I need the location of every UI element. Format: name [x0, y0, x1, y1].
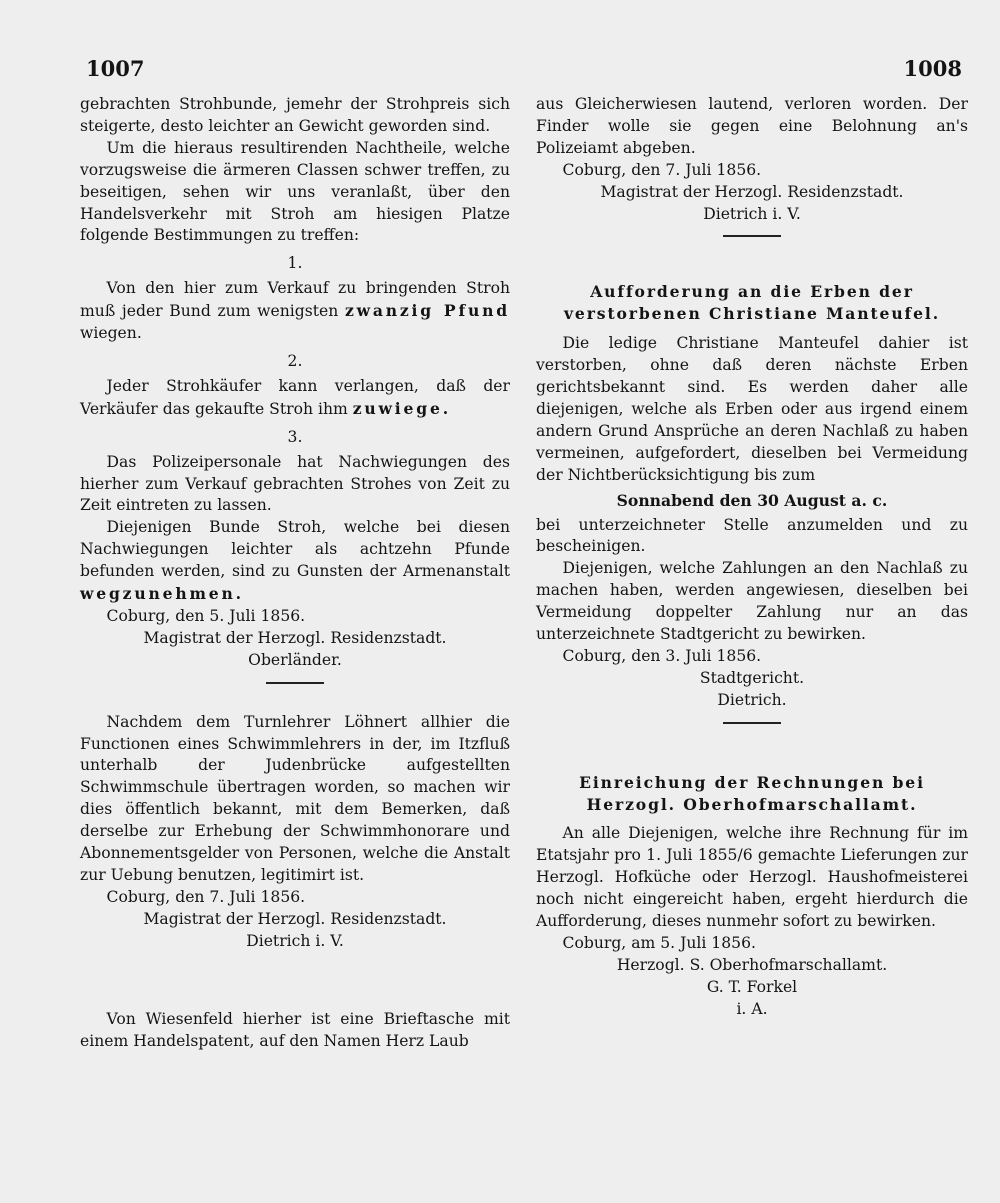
notice-2-authority: Magistrat der Herzogl. Residenzstadt. — [143, 909, 447, 928]
spacer — [536, 736, 968, 770]
section-1-text-b: wiegen. — [80, 324, 142, 343]
section-3b-text-a: Diejenigen Bunde Stroh, welche bei diesen Nachwiegungen leichter als achtzehn Pfunde befunden werden, sind zu Gunsten der Armenanstalt — [80, 518, 510, 581]
heirs-date: Coburg, den 3. Juli 1856. — [562, 646, 762, 665]
accounts-authority: Herzogl. S. Oberhofmarschallamt. — [616, 955, 888, 974]
section-2-text-a: Jeder Strohkäufer kann verlangen, daß der Verkäufer das gekaufte Stroh ihm — [80, 376, 510, 418]
heirs-signer: Dietrich. — [717, 690, 787, 709]
section-1-emphasis: zwanzig Pfund — [344, 301, 510, 321]
section-1-text-a: Von den hier zum Verkauf zu bringenden Stroh muß jeder Bund zum wenigsten — [80, 279, 510, 321]
deadline: Sonnabend den 30 August a. c. — [616, 490, 888, 510]
section-1-text — [80, 278, 510, 345]
page-number-right: 1008 — [903, 56, 962, 81]
notice-3-signer: Dietrich i. V. — [703, 204, 801, 223]
left-column — [80, 94, 510, 1052]
notice-2-signer: Dietrich i. V. — [246, 931, 344, 950]
intro-paragraph-1: gebrachten Strohbunde, jemehr der Strohpreis sich steigerte, desto leichter an Gewicht geworden sind. — [80, 95, 510, 135]
heading-accounts-notice: Einreichung der Rechnungen bei Herzogl. Oberhofmarschallamt. — [579, 772, 925, 814]
section-2-text — [80, 376, 510, 421]
accounts-text: An alle Diejenigen, welche ihre Rechnung für im Etatsjahr pro 1. Juli 1855/6 gemachte Lieferungen zur Herzogl. Hofküche oder Herzogl. Haushofmeisterei noch nicht eingereicht haben, ergeht hierdurch die Aufforderung, dieses nunmehr sofort zu bewirken. — [536, 824, 968, 931]
notice-1-date: Coburg, den 5. Juli 1856. — [106, 606, 306, 625]
page-number-left: 1007 — [86, 56, 145, 81]
notice-1-signer: Oberländer. — [248, 650, 342, 669]
notice-3-continuation: aus Gleicherwiesen lautend, verloren worden. Der Finder wolle sie gegen eine Belohnung an's Polizeiamt abgeben. — [536, 95, 968, 157]
accounts-signer-2: i. A. — [736, 999, 768, 1018]
section-divider — [266, 682, 324, 684]
section-3b-emphasis: wegzunehmen. — [80, 584, 244, 604]
intro-paragraph-2: Um die hieraus resultirenden Nachtheile, welche vorzugsweise die ärmeren Classen schwer treffen, zu beseitigen, sehen wir uns veranlaßt, über den Handelsverkehr mit Stroh am hiesigen Platze folgende Bestimmungen zu treffen: — [80, 138, 510, 245]
section-divider — [723, 722, 781, 724]
heirs-authority: Stadtgericht. — [699, 668, 805, 687]
spacer — [80, 953, 510, 1009]
section-3-number: 3. — [287, 427, 303, 446]
section-divider — [723, 235, 781, 237]
notice-3-text: Von Wiesenfeld hierher ist eine Brieftasche mit einem Handelspatent, auf den Namen Herz Laub — [80, 1009, 510, 1050]
section-3b-text — [80, 517, 510, 606]
accounts-date: Coburg, am 5. Juli 1856. — [562, 934, 756, 952]
notice-3-date: Coburg, den 7. Juli 1856. — [562, 160, 762, 179]
notice-2-text: Nachdem dem Turnlehrer Löhnert allhier die Functionen eines Schwimmlehrers in der, im Itzfluß unterhalb der Judenbrücke aufgestellten Schwimmschule übertragen worden, so machen wir dies öffentlich bekannt, mit dem Bemerken, daß derselbe zur Erhebung der Schwimmhonorare und Abonnementsgelder von Personen, welche die Anstalt zur Uebung benutzen, legitimirt ist. — [80, 712, 510, 884]
section-3-text: Das Polizeipersonale hat Nachwiegungen des hierher zum Verkauf gebrachten Strohes von Zeit zu Zeit eintreten zu lassen. — [80, 452, 510, 515]
notice-2-date: Coburg, den 7. Juli 1856. — [106, 887, 306, 906]
notice-3-authority: Magistrat der Herzogl. Residenzstadt. — [600, 182, 904, 201]
section-1-number: 1. — [287, 254, 303, 273]
notice-1-authority: Magistrat der Herzogl. Residenzstadt. — [143, 628, 447, 647]
spacer — [536, 249, 968, 279]
heirs-text: Die ledige Christiane Manteufel dahier ist verstorben, ohne daß deren nächste Erben gerichtsbekannt sind. Es werden daher alle diejenigen, welche als Erben oder aus irgend einem andern Grund Ansprüche an deren Nachlaß zu haben vermeinen, aufgefordert, dieselben bei Vermeidung der Nichtberücksichtigung bis zum — [536, 334, 968, 484]
right-column — [536, 94, 968, 1021]
spacer — [80, 696, 510, 712]
heirs-text-2: bei unterzeichneter Stelle anzumelden und zu bescheinigen. — [536, 515, 968, 556]
section-2-emphasis: zuwiege. — [352, 398, 451, 418]
accounts-signer: G. T. Forkel — [706, 977, 798, 996]
heirs-text-3: Diejenigen, welche Zahlungen an den Nachlaß zu machen haben, werden angewiesen, dieselben bei Vermeidung doppelter Zahlung nur an das unterzeichnete Stadtgericht zu bewirken. — [536, 559, 968, 644]
section-2-number: 2. — [287, 351, 303, 370]
heading-heirs-notice: Aufforderung an die Erben der verstorbenen Christiane Manteufel. — [563, 282, 941, 324]
